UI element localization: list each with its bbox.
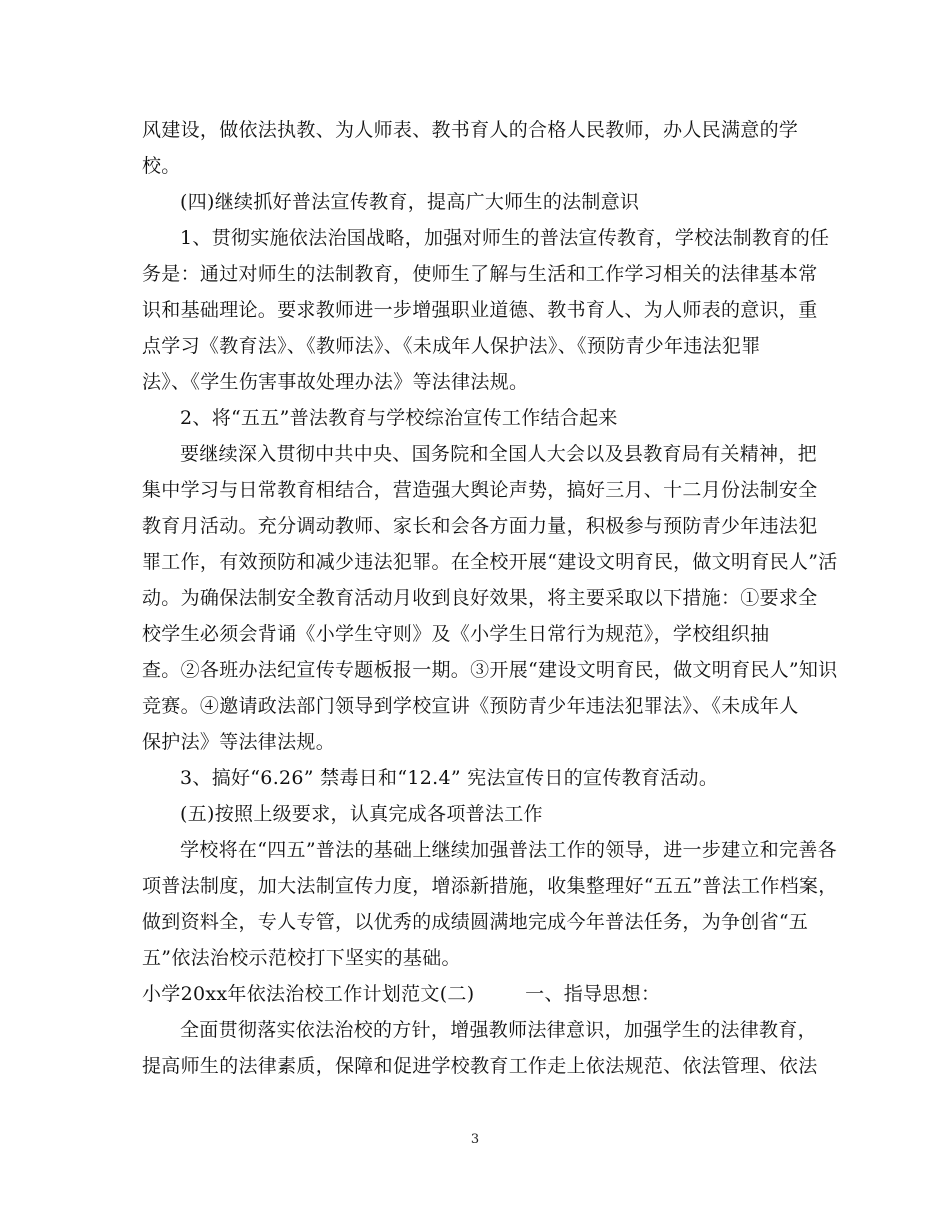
text-line: (四)继续抓好普法宣传教育，提高广大师生的法制意识 — [180, 191, 640, 213]
text-line: 要继续深入贯彻中共中央、国务院和全国人大会以及县教育局有关精神，把 — [180, 443, 817, 465]
text-line: 五”依法治校示范校打下坚实的基础。 — [142, 947, 461, 969]
text-line: (五)按照上级要求，认真完成各项普法工作 — [180, 803, 543, 825]
section-heading-4 — [142, 184, 812, 220]
text-line: 动。为确保法制安全教育活动月收到良好效果，将主要采取以下措施：①要求全 — [142, 587, 818, 609]
text-line: 务是：通过对师生的法制教育，使师生了解与生活和工作学习相关的法律基本常 — [142, 263, 818, 285]
section-heading-5 — [142, 796, 812, 832]
text-line: 1、贯彻实施依法治国战略，加强对师生的普法宣传教育，学校法制教育的任 — [180, 227, 830, 249]
text-line: 法》、《学生伤害事故处理办法》等法律法规。 — [142, 371, 529, 393]
paragraph-guiding-thought — [142, 1012, 818, 1084]
second-document-title — [142, 976, 812, 1012]
paragraph-continuation — [142, 112, 812, 184]
text-line: 集中学习与日常教育相结合，营造强大舆论声势，搞好三月、十二月份法制安全 — [142, 479, 818, 501]
text-line: 2、将“五五”普法教育与学校综治宣传工作结合起来 — [180, 407, 618, 429]
text-line: 校学生必须会背诵《小学生守则》及《小学生日常行为规范》，学校组织抽 — [142, 623, 770, 645]
text-line: 保护法》等法律法规。 — [142, 731, 336, 753]
document-body — [142, 112, 838, 1084]
paragraph-item-2-heading — [142, 400, 812, 436]
text-line: 项普法制度，加大法制宣传力度，增添新措施，收集整理好“五五”普法工作档案， — [142, 875, 838, 897]
text-line: 查。②各班办法纪宣传专题板报一期。③开展“建设文明育民，做文明育民人”知识 — [142, 659, 838, 681]
text-line: 风建设，做依法执教、为人师表、教书育人的合格人民教师，办人民满意的学 — [142, 119, 799, 141]
text-line: 提高师生的法律素质，保障和促进学校教育工作走上依法规范、依法管理、依法 — [142, 1055, 818, 1077]
paragraph-item-2-body — [142, 436, 838, 760]
text-line: 教育月活动。充分调动教师、家长和会各方面力量，积极参与预防青少年违法犯 — [142, 515, 818, 537]
text-line: 罪工作，有效预防和减少违法犯罪。在全校开展“建设文明育民，做文明育民人”活 — [142, 551, 838, 573]
text-line: 小学20xx年依法治校工作计划范文(二) 一、指导思想： — [142, 983, 661, 1005]
paragraph-item-3 — [142, 760, 812, 796]
paragraph-section-5-body — [142, 832, 838, 976]
text-line: 3、搞好“6.26” 禁毒日和“12.4” 宪法宣传日的宣传教育活动。 — [180, 767, 719, 789]
text-line: 全面贯彻落实依法治校的方针，增强教师法律意识，加强学生的法律教育， — [180, 1019, 817, 1041]
text-line: 竞赛。④邀请政法部门领导到学校宣讲《预防青少年违法犯罪法》、《未成年人 — [142, 695, 799, 717]
paragraph-item-1 — [142, 220, 830, 400]
text-line: 学校将在“四五”普法的基础上继续加强普法工作的领导，进一步建立和完善各 — [180, 839, 837, 861]
text-line: 点学习《教育法》、《教师法》、《未成年人保护法》、《预防青少年违法犯罪 — [142, 335, 761, 357]
text-line: 校。 — [142, 155, 181, 177]
page-number: 3 — [470, 1132, 480, 1147]
text-line: 做到资料全，专人专管，以优秀的成绩圆满地完成今年普法任务，为争创省“五 — [142, 911, 809, 933]
text-line: 识和基础理论。要求教师进一步增强职业道德、教书育人、为人师表的意识，重 — [142, 299, 818, 321]
